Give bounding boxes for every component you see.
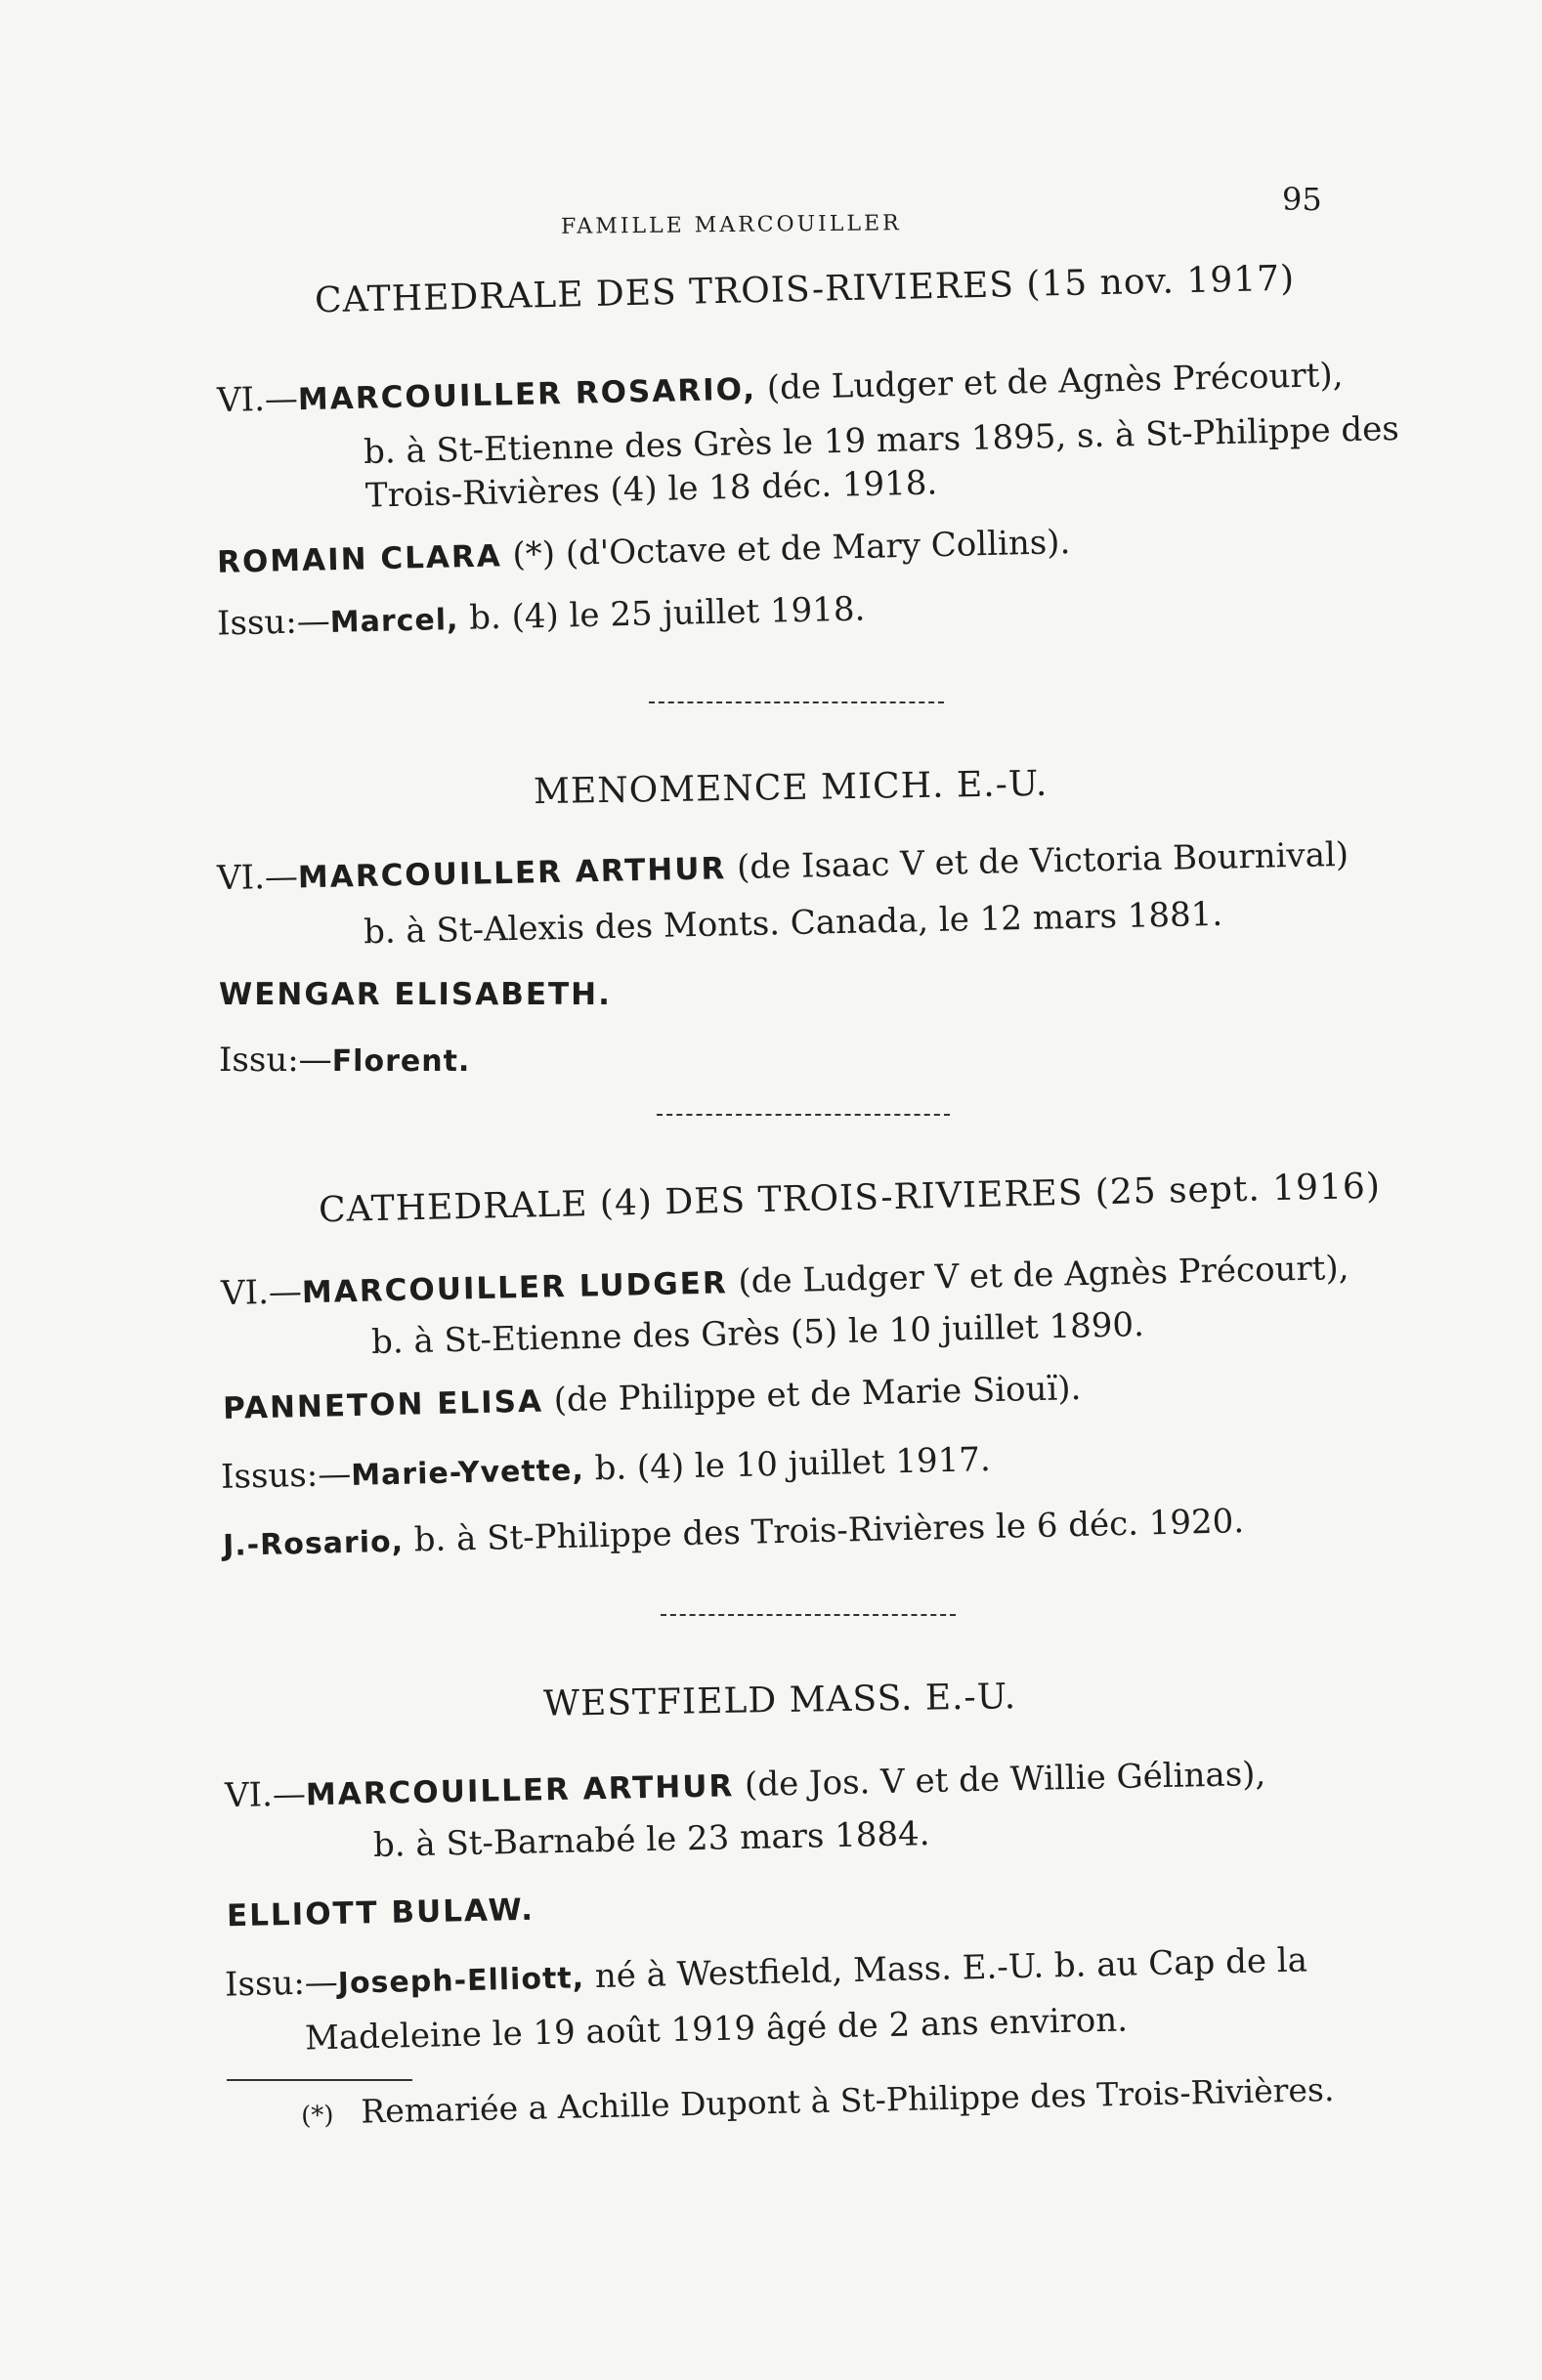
footnote-rule <box>227 2079 412 2081</box>
husband-name: MARCOUILLER ROSARIO, <box>297 371 757 418</box>
husband-detail: b. à St-Alexis des Monts. Canada, le 12 mars 1881. <box>363 894 1223 953</box>
wife-line <box>223 1370 1082 1427</box>
issue-detail: b. (4) le 25 juillet 1918. <box>457 589 866 638</box>
husband-line <box>217 357 1344 420</box>
wife-line <box>219 975 612 1013</box>
husband-detail: Trois-Rivières (4) le 18 déc. 1918. <box>364 463 938 516</box>
wife-name: ELLIOTT BULAW. <box>226 1891 535 1934</box>
husband-line <box>221 1250 1349 1313</box>
wife-parents: (*) (d'Octave et de Mary Collins). <box>501 523 1071 575</box>
section-place-heading: MENOMENCE MICH. E.-U. <box>533 763 1049 813</box>
running-title: FAMILLE MARCOUILLER <box>560 211 902 239</box>
husband-line <box>225 1756 1266 1815</box>
wife-parents: (de Philippe et de Marie Siouï). <box>542 1369 1082 1421</box>
footnote-text: Remariée a Achille Dupont à St-Philippe des Trois-Rivières. <box>360 2070 1335 2131</box>
generation-prefix: VI.— <box>224 1774 307 1816</box>
husband-parents: (de Jos. V et de Willie Gélinas), <box>733 1754 1266 1806</box>
issue-label: Issu:— <box>216 601 331 644</box>
issue-detail: né à Westfield, Mass. E.-U. b. au Cap de la <box>583 1940 1308 1997</box>
section-place-heading: CATHEDRALE (4) DES TROIS-RIVIERES (25 sept. 1916) <box>318 1166 1382 1231</box>
husband-parents: (de Ludger V et de Agnès Précourt), <box>727 1248 1349 1302</box>
issue-line <box>221 1441 991 1497</box>
issue-line <box>223 1503 1245 1564</box>
section-divider <box>657 1114 950 1116</box>
page-number: 95 <box>1282 181 1322 218</box>
wife-name: ROMAIN CLARA <box>216 538 503 580</box>
husband-name: MARCOUILLER LUDGER <box>301 1265 729 1311</box>
footnote-marker: (*) <box>300 2101 334 2131</box>
issue-name: Joseph-Elliott, <box>337 1961 585 2001</box>
husband-name: MARCOUILLER ARTHUR <box>305 1768 735 1813</box>
issue-name: Florent. <box>331 1044 471 1079</box>
issue-line <box>217 590 866 643</box>
husband-parents: (de Isaac V et de Victoria Bournival) <box>725 834 1349 888</box>
wife-name: PANNETON ELISA <box>222 1383 544 1426</box>
section-place-heading: WESTFIELD MASS. E.-U. <box>542 1677 1017 1724</box>
issue-label: Issu:— <box>219 1041 332 1080</box>
husband-line <box>217 836 1349 898</box>
issue-name: Marie-Yvette, <box>350 1453 585 1493</box>
wife-name: WENGAR ELISABETH. <box>219 977 612 1012</box>
issue-detail: b. (4) le 10 juillet 1917. <box>583 1440 992 1489</box>
husband-name: MARCOUILLER ARTHUR <box>297 851 727 896</box>
issue-label: Issu:— <box>224 1962 339 2005</box>
generation-prefix: VI.— <box>216 379 299 421</box>
section-place-heading: CATHEDRALE DES TROIS-RIVIERES (15 nov. 1917) <box>314 258 1296 321</box>
husband-detail: b. à St-Barnabé le 23 mars 1884. <box>372 1814 930 1865</box>
section-divider <box>649 701 944 703</box>
husband-detail: b. à St-Etienne des Grès le 19 mars 1895, s. à St-Philippe des <box>363 408 1400 473</box>
issue-name: Marcel, <box>329 602 459 640</box>
issue-line <box>219 1041 470 1080</box>
issue-detail: b. à St-Philippe des Trois-Rivières le 6 déc. 1920. <box>403 1502 1245 1560</box>
issue-name: J.-Rosario, <box>222 1524 405 1563</box>
issue-label: Issus:— <box>220 1454 352 1497</box>
generation-prefix: VI.— <box>220 1272 303 1314</box>
section-divider <box>661 1614 956 1616</box>
issue-detail-continuation: Madeleine le 19 août 1919 âgé de 2 ans environ. <box>304 2000 1129 2059</box>
footnote <box>301 2071 1335 2132</box>
husband-detail: b. à St-Etienne des Grès (5) le 10 juillet 1890. <box>370 1305 1145 1362</box>
issue-line <box>225 1941 1308 2004</box>
wife-line <box>217 524 1071 581</box>
wife-line <box>227 1891 535 1935</box>
husband-parents: (de Ludger et de Agnès Précourt), <box>755 355 1344 408</box>
generation-prefix: VI.— <box>216 857 299 899</box>
